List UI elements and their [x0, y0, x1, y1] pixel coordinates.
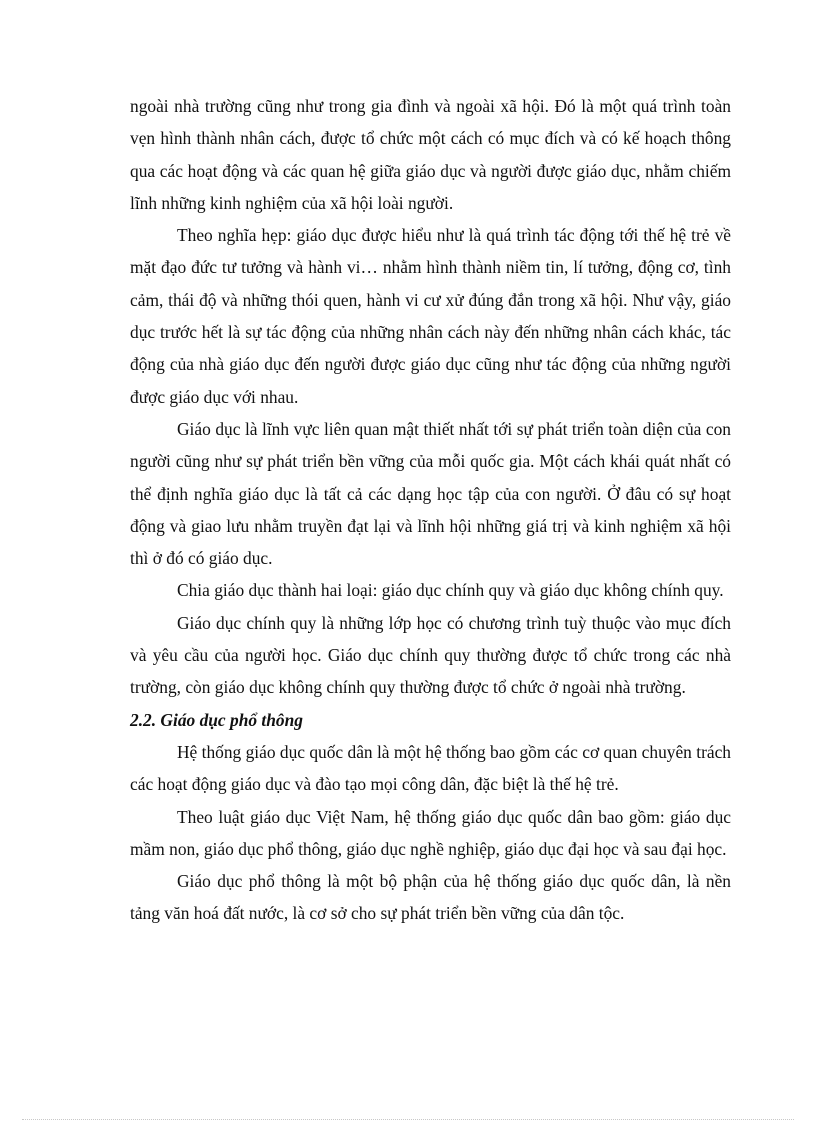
paragraph-education-broad: ngoài nhà trường cũng như trong gia đình và ngoài xã hội. Đó là một quá trình toàn vẹn hình thành nhân cách, được tổ chức một cách có mục đích và có kế hoạch thông qua các hoạt động và các quan hệ giữa giáo dục và người được giáo dục, nhằm chiếm lĩnh những kinh nghiệm của xã hội loài người. [130, 96, 731, 213]
paragraph-education-field: Giáo dục là lĩnh vực liên quan mật thiết nhất tới sự phát triển toàn diện của con người cũng như sự phát triển bền vững của mỗi quốc gia. Một cách khái quát nhất có thể định nghĩa giáo dục là tất cả các dạng học tập của con người. Ở đâu có sự hoạt động và giao lưu nhằm truyền đạt lại và lĩnh hội những giá trị và kinh nghiệm xã hội thì ở đó có giáo dục. [130, 418, 731, 569]
page-bottom-divider [22, 1119, 794, 1120]
paragraph-formal-education: Giáo dục chính quy là những lớp học có chương trình tuỳ thuộc vào mục đích và yêu cầu của người học. Giáo dục chính quy thường được tổ chức trong các nhà trường, còn giáo dục không chính quy thường được tổ chức ở ngoài nhà trường. [130, 612, 731, 698]
document-body [130, 90, 731, 930]
paragraph-two-types: Chia giáo dục thành hai loại: giáo dục chính quy và giáo dục không chính quy. [177, 580, 724, 601]
paragraph-narrow-sense: Theo nghĩa hẹp: giáo dục được hiểu như là quá trình tác động tới thế hệ trẻ về mặt đạo đức tư tưởng và hành vi… nhằm hình thành niềm tin, lí tưởng, động cơ, tình cảm, thái độ và những thói quen, hành vi cư xử đúng đắn trong xã hội. Như vậy, giáo dục trước hết là sự tác động của những nhân cách này đến những nhân cách khác, tác động của nhà giáo dục đến người được giáo dục cũng như tác động của những người được giáo dục với nhau. [130, 225, 731, 407]
paragraph-education-law: Theo luật giáo dục Việt Nam, hệ thống giáo dục quốc dân bao gồm: giáo dục mầm non, giáo dục phổ thông, giáo dục nghề nghiệp, giáo dục đại học và sau đại học. [130, 806, 731, 859]
paragraph-general-education: Giáo dục phổ thông là một bộ phận của hệ thống giáo dục quốc dân, là nền tảng văn hoá đất nước, là cơ sở cho sự phát triển bền vững của dân tộc. [130, 871, 731, 924]
section-heading: 2.2. Giáo dục phổ thông [130, 709, 303, 730]
paragraph-national-system: Hệ thống giáo dục quốc dân là một hệ thống bao gồm các cơ quan chuyên trách các hoạt động giáo dục và đào tạo mọi công dân, đặc biệt là thế hệ trẻ. [130, 741, 731, 795]
